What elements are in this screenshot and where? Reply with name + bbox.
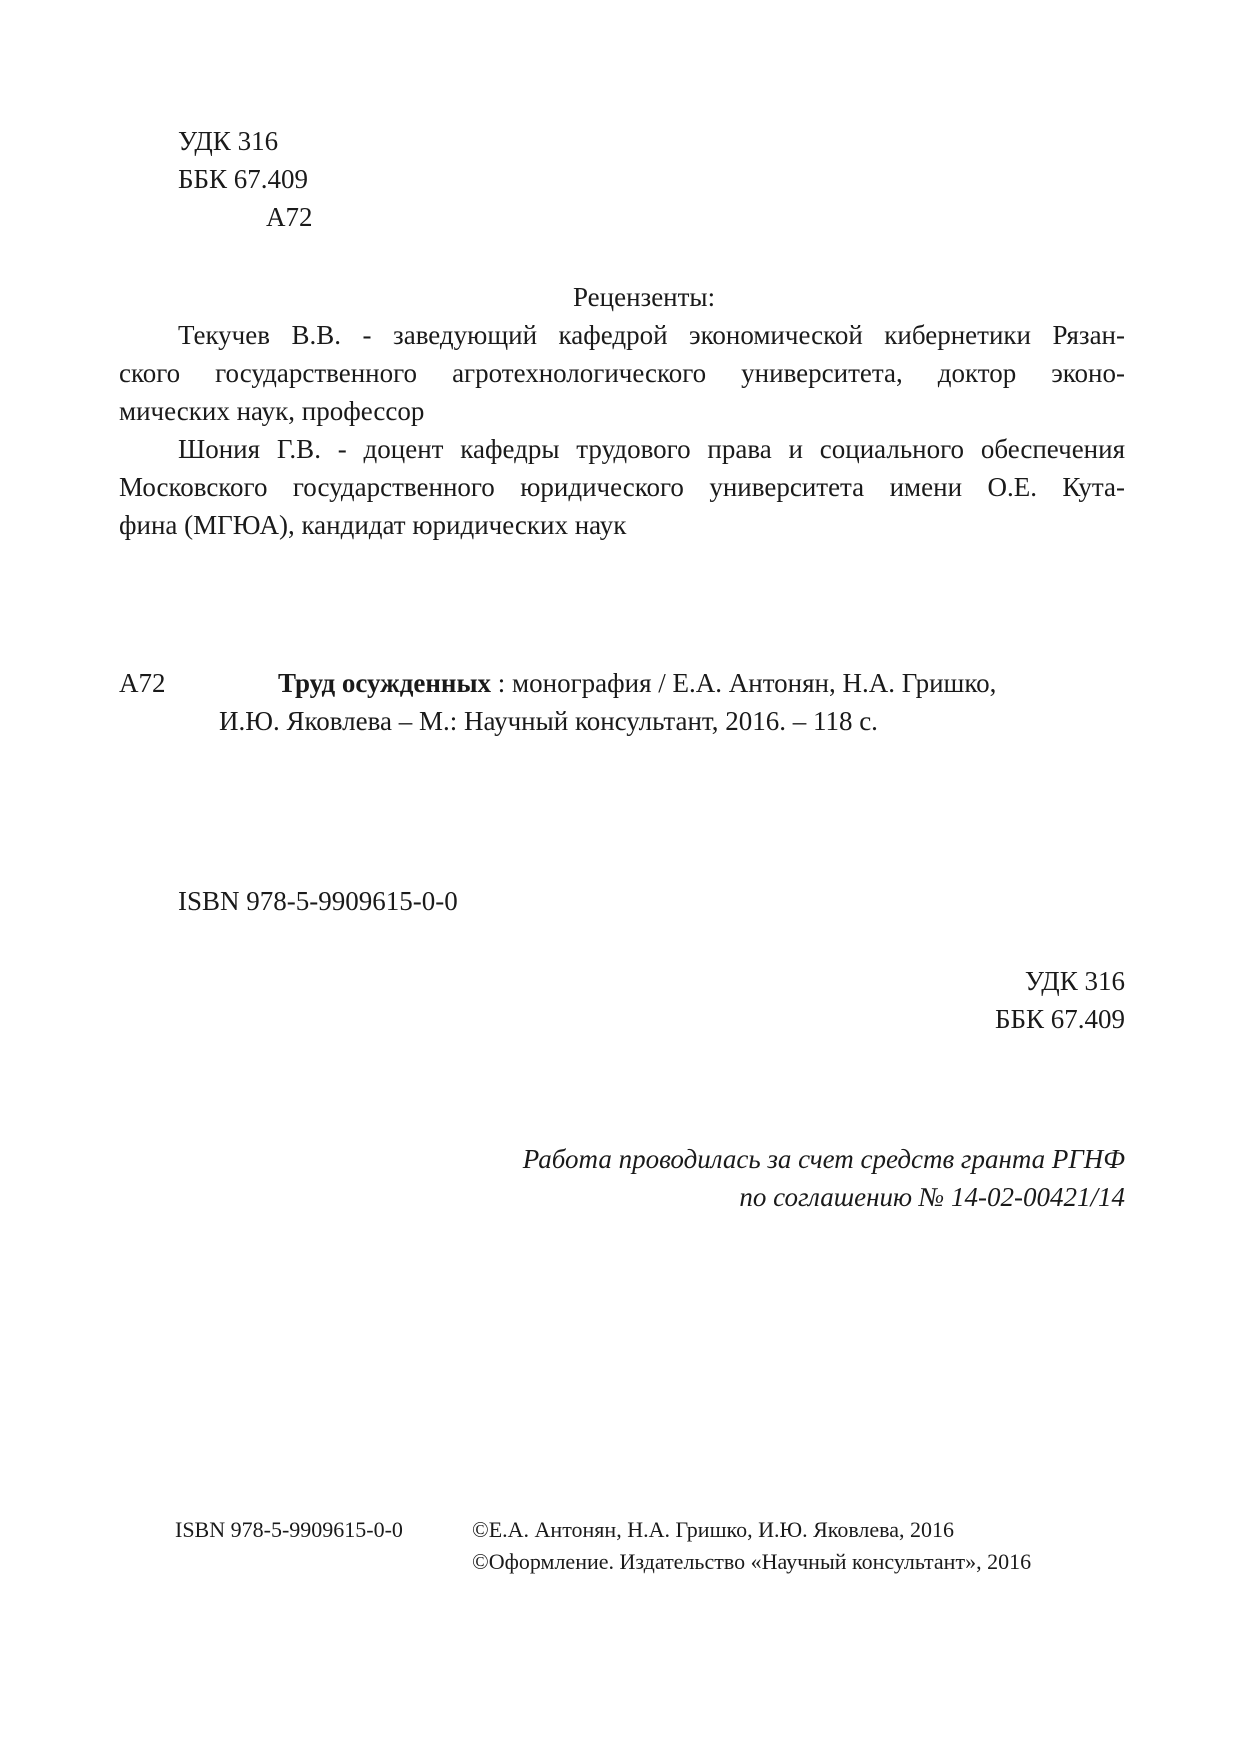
book-title: Труд осужденных [278,668,492,698]
reviewer-1-line-1: Текучев В.В. - заведующий кафедрой экономической кибернетики Рязан- [178,320,1125,350]
author-mark: А72 [266,202,313,232]
reviewer-1-line-3: мических наук, профессор [119,396,425,426]
footer-isbn: ISBN 978-5-9909615-0-0 [175,1517,403,1542]
udk-code: УДК 316 [178,126,279,156]
bbk-code: ББК 67.409 [178,164,309,194]
reviewer-1-line-2: ского государственного агротехнологического университета, доктор эконо- [119,358,1125,388]
reviewer-2-line-3: фина (МГЮА), кандидат юридических наук [119,510,627,540]
copyright-publisher: ©Оформление. Издательство «Научный консультант», 2016 [472,1549,1032,1574]
grant-note-line-1: Работа проводилась за счет средств гранта РГНФ [522,1144,1125,1174]
grant-note-line-2: по соглашению № 14-02-00421/14 [739,1182,1125,1212]
isbn: ISBN 978-5-9909615-0-0 [178,886,458,916]
reviewer-2-line-1: Шония Г.В. - доцент кафедры трудового права и социального обеспечения [178,434,1125,464]
bbk-code-right: ББК 67.409 [994,1004,1125,1034]
udk-code-right: УДК 316 [1024,966,1125,996]
bibliographic-details: : монография / Е.А. Антонян, Н.А. Гришко, [491,668,997,698]
bibliographic-line-2: И.Ю. Яковлева – М.: Научный консультант, 2016. – 118 с. [219,706,878,736]
reviewers-heading: Рецензенты: [573,282,716,312]
copyright-authors: ©Е.А. Антонян, Н.А. Гришко, И.Ю. Яковлева, 2016 [472,1517,955,1542]
bibliographic-line-1 [278,664,996,702]
bibliographic-mark: А72 [119,668,166,698]
reviewer-2-line-2: Московского государственного юридического университета имени О.Е. Кута- [119,472,1125,502]
